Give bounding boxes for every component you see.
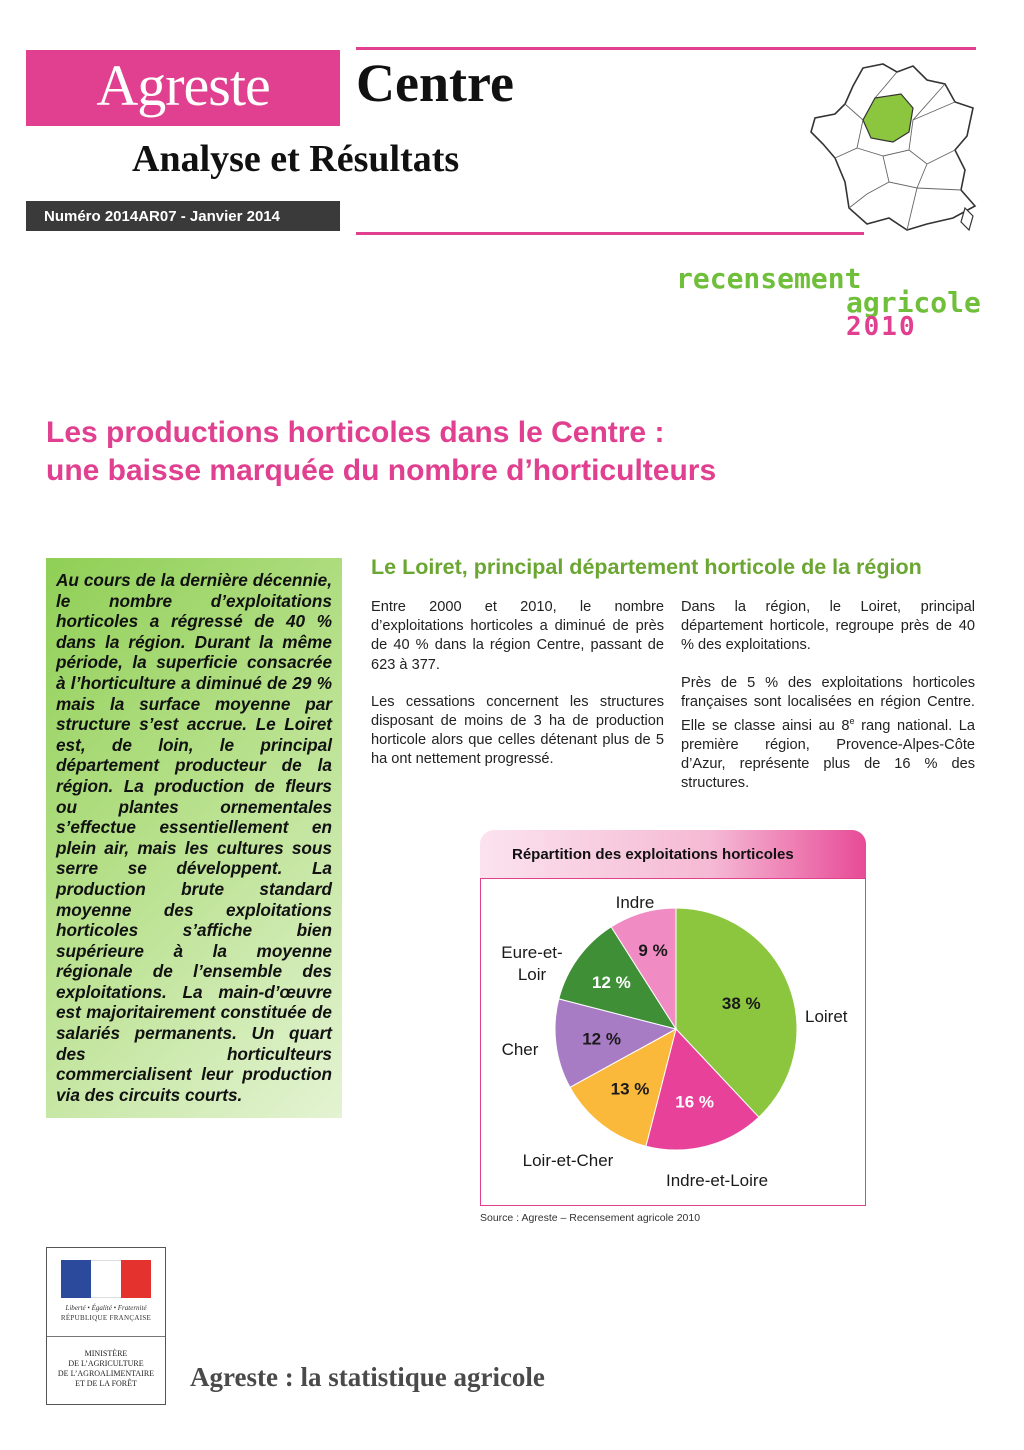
slice-category-label: Indre [615,893,655,912]
republic-motto: Liberté • Égalité • Fraternité [65,1304,147,1312]
census-year: 2010 [846,312,917,342]
ministry-line: ET DE LA FORÊT [75,1379,137,1388]
summary-box [46,558,342,1118]
slice-value-label: 16 % [675,1092,715,1112]
headline-line2: une baisse marquée du nombre d’horticulteurs [46,454,717,487]
section-heading: Le Loiret, principal département horticole de la région [371,555,922,579]
pie-chart [480,878,866,1206]
slice-category-label: Loir [517,965,547,984]
text-column-right [681,598,975,812]
slice-value-label: 9 % [638,940,668,960]
issue-bar [26,201,340,231]
text-column-left [371,598,664,788]
publication-subtitle: Analyse et Résultats [132,138,460,180]
france-map-icon [805,58,985,238]
headline-line1: Les productions horticoles dans le Centre : [46,416,665,449]
chart-title [480,830,866,878]
paragraph: Dans la région, le Loiret, principal département horticole, regroupe près de 40 % des exploitations. [681,599,975,654]
slice-category-label: Loir-et-Cher [522,1151,614,1170]
region-title: Centre [356,53,514,113]
paragraph: Les cessations concernent les structures disposant de moins de 3 ha de production horticole alors que celles détenant plus de 5 ha ont nettement progressé. [371,693,664,768]
paragraph: Entre 2000 et 2010, le nombre d’exploitations horticoles a diminué de près de 40 % dans la région Centre, passant de 623 à 377. [371,599,664,673]
chart-source: Source : Agreste – Recensement agricole 2010 [480,1212,701,1224]
header-top-rule [356,47,976,50]
chart-title-text: Répartition des exploitations horticoles [512,845,794,863]
census-line1: recensement [676,262,862,295]
ministry-name [58,1349,154,1389]
ministry-line: DE L’AGROALIMENTAIRE [57,1369,155,1378]
slice-value-label: 13 % [610,1079,650,1099]
slice-category-label: Cher [501,1040,539,1059]
agreste-logo [26,50,340,126]
ministry-line: MINISTÈRE [84,1349,128,1358]
header-bottom-rule [356,232,864,235]
paragraph: Près de 5 % des exploitations horticoles françaises sont localisées en région Centre. Elle se classe ainsi au 8e rang national. La première région, Provence-Alpes-Côte d’Azur, représente plus de 16 % des structures. [681,674,976,792]
slice-value-label: 12 % [582,1029,621,1049]
issue-number: Numéro 2014AR07 - Janvier 2014 [44,207,280,225]
ministry-line: DE L’AGRICULTURE [68,1359,144,1368]
slice-category-label: Loiret [805,1007,848,1026]
census-logo [676,262,981,344]
republic-name: RÉPUBLIQUE FRANÇAISE [60,1314,152,1322]
slice-category-label: Indre-et-Loire [665,1171,769,1190]
census-line2: agricole [846,286,981,319]
article-headline [46,414,946,490]
brand-text: Agreste [96,52,270,118]
slice-value-label: 12 % [592,973,631,993]
ministry-logo [46,1247,166,1405]
logo-divider [47,1336,165,1337]
slice-value-label: 38 % [721,994,761,1014]
footer-tagline: Agreste : la statistique agricole [190,1362,545,1392]
summary-text: Au cours de la dernière décennie, le nombre d’exploitations horticoles a régressé de 40 % dans la région. Durant la même période, la superficie consacrée à l’horticulture a diminué de 29 % mais la surface moyenne par structure s’est accrue. Le Loiret est, de loin, le principal département producteur de la région. La production de fleurs ou plantes ornementales s’effectue essentiellement en plein air, mais les cultures sous serre se développent. La production brute standard moyenne des exploitations horticoles s’affiche bien supérieure à la moyenne régionale de l’ensemble des exploitations. La main-d’œuvre est majoritairement constituée de salariés permanents. Un quart des horticulteurs commercialisent leur production via des circuits courts. [56,570,332,1105]
slice-category-label: Eure-et- [501,943,563,962]
french-flag-icon [61,1260,151,1298]
